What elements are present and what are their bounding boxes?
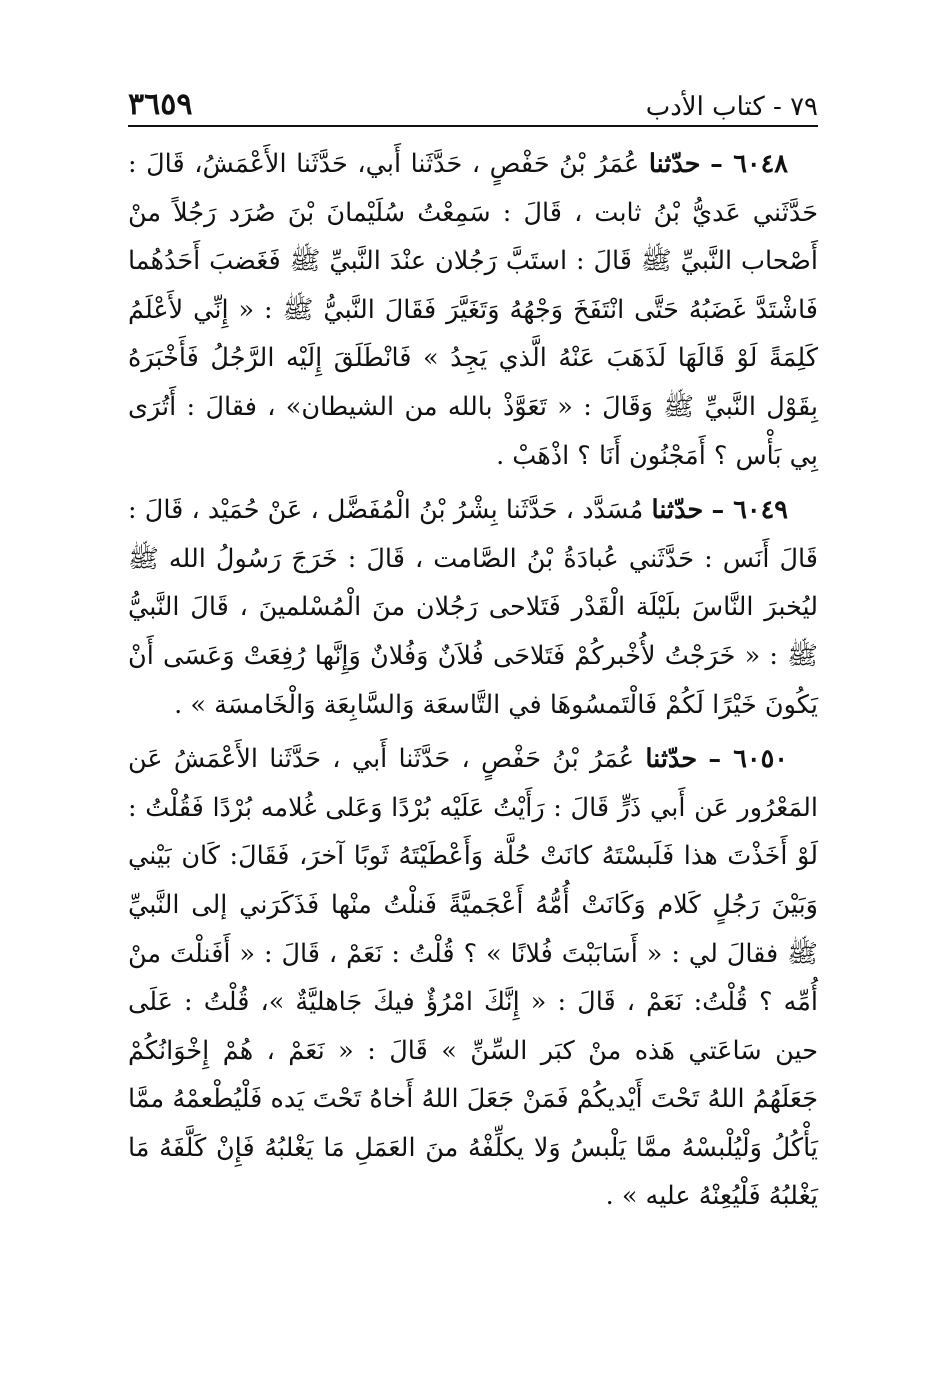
- chapter-title: ٧٩ - كتاب الأدب: [645, 92, 818, 122]
- page-body: [128, 140, 818, 1227]
- hadith-number: ٦٠٤٨ –: [710, 149, 789, 179]
- page-header: [128, 78, 818, 122]
- page-number: ٣٦٥٩: [128, 87, 193, 122]
- header-rule: [128, 125, 818, 127]
- hadith-lead: حدّثنا: [651, 495, 704, 526]
- hadith-text: عُمَرُ بْنُ حَفْصٍ ، حَدَّثَنا أَبي ، حَدَّثَنا الأَعْمَشُ عَن المَعْرُور عَن أَبي ذَرٍّ قَالَ : رَأَيْتُ عَلَيْه بُرْدًا وَعَلى غُلامه بُرْدًا فَقُلْتُ : لَوْ أَخَذْتَ هذا فَلَبسْتَهُ كانَتْ حُلَّة وَأَعْطَيْتَهُ ثَوبًا آخرَ، فَقَالَ: كَان بَيْني وَبَيْنَ رَجُلٍ كَلام وَكَانَتْ أُمُّهُ أَعْجَميَّةً فَنلْتُ منْها فَذَكَرَني إلى النَّبيِّ ﷺ فقالَ لي : « أَسَابَبْتَ فُلانًا » ؟ قُلْتُ : نَعَمْ ، قَالَ : « أَفَنلْتَ منْ أُمِّه ؟ قُلْتُ: نَعَمْ ، قَالَ : « إِنَّكَ امْرُؤٌ فيكَ جَاهليَّةٌ »، قُلْتُ : عَلَى حين سَاعَتي هَذه منْ كبَر السِّنِّ » قَالَ : « نَعَمْ ، هُمْ إِخْوَانُكُمْ جَعَلَهُمُ اللهُ تَحْتَ أَيْديكُمْ فَمَنْ جَعَلَ اللهُ أَخاهُ تَحْتَ يَده فَلْيُطْعمْهُ ممَّا يَأْكُلُ وَلْيُلْبسْهُ ممَّا يَلْبسُ وَلا يكلِّفْهُ منَ العَمَلِ مَا يَغْلبُهُ فَإِنْ كَلَّفَهُ مَا يَغْلبُهُ فَلْيُعِنْهُ عليه » .: [128, 744, 818, 1212]
- hadith-text: مُسَدَّد ، حَدَّثَنا بِشْرُ بْنُ الْمُفَضَّل ، عَنْ حُمَيْد ، قَالَ : قَالَ أَنَس : حَدَّثَني عُبادَةُ بْنُ الصَّامت ، قَالَ : خَرَجَ رَسُولُ الله ﷺ ليُخبرَ النَّاسَ بلَيْلَة الْقَدْر فَتَلاحى رَجُلان منَ الْمُسْلمينَ ، قَالَ النَّبيُّ ﷺ : « خَرَجْتُ لأُخْبركُمْ فَتَلاحَى فُلاَنٌ وَفُلانٌ وَإِنَّها رُفِعَتْ وَعَسَى أَنْ يَكُونَ خَيْرًا لَكُمْ فَالْتَمسُوهَا في التَّاسعَة وَالسَّابِعَة وَالْخَامسَة » .: [128, 495, 818, 720]
- hadith-6050: [128, 735, 818, 1221]
- hadith-number: ٦٠٤٩ –: [711, 495, 788, 526]
- hadith-lead: حدّثنا: [648, 149, 701, 179]
- hadith-6048: [128, 140, 818, 480]
- hadith-text: عُمَرُ بْنُ حَفْصٍ ، حَدَّثَنا أَبي، حَدَّثَنا الأَعْمَشُ، قَالَ : حَدَّثَني عَديُّ بْنُ ثابت ، قَالَ : سَمِعْتُ سُلَيْمانَ بْنَ صُرَد رَجُلاً منْ أَصْحاب النَّبيِّ ﷺ قَالَ : استَبَّ رَجُلان عنْدَ النَّبيِّ ﷺ فَغَضبَ أَحَدُهُما فَاشْتَدَّ غَضَبُهُ حَتَّى انْتَفَخَ وَجْهُهُ وَتَغَيَّرَ فَقَالَ النَّبيُّ ﷺ : « إِنِّي لأَعْلَمُ كَلِمَةً لَوْ قَالَهَا لَذَهَبَ عَنْهُ الَّذي يَجِدُ » فَانْطَلَقَ إِلَيْه الرَّجُلُ فَأَخْبَرَهُ بِقَوْل النَّبيِّ ﷺ وَقَالَ : « تَعَوَّذْ بالله من الشيطان» ، فقالَ : أَتُرَى بِي بَأْس ؟ أَمَجْنُون أَنَا ؟ اذْهَبْ .: [128, 149, 818, 471]
- hadith-lead: حدّثنا: [645, 744, 698, 775]
- hadith-6049: [128, 486, 818, 729]
- hadith-number: ٦٠٥٠ –: [708, 744, 788, 775]
